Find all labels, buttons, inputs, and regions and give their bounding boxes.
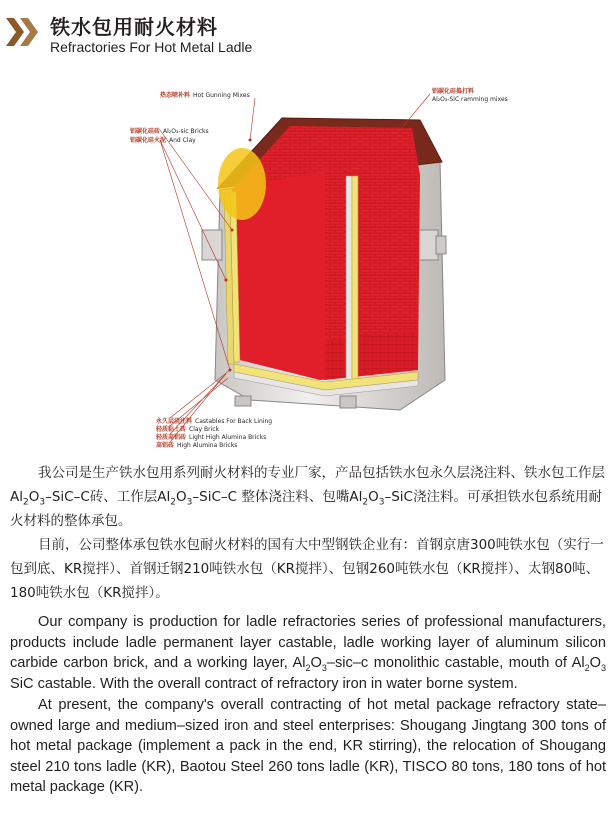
text-run: O <box>589 655 601 671</box>
label-en: Al₂O₃-SiC ramming mixes <box>432 96 508 103</box>
text-run: –SiC浇注料。可承担铁水包系统用耐火材料的整体承包。 <box>10 489 602 529</box>
double-chevron-icon <box>6 16 42 48</box>
label-bricks <box>130 128 209 136</box>
text-run: O <box>176 489 187 505</box>
label-clay-brick <box>156 426 219 434</box>
text-run: –SiC–C砖、工作层Al <box>45 489 171 505</box>
label-cn: 轻质高铝砖 <box>156 434 187 441</box>
label-en: Al₂O₃-sic Bricks <box>163 128 209 135</box>
label-en: High Alumina Bricks <box>177 442 238 449</box>
label-cn: 永久层浇注料 <box>156 418 193 425</box>
label-en: Light High Alumina Bricks <box>189 434 267 441</box>
text-run: –SiC–C 整体浇注料、包嘴Al <box>192 489 363 505</box>
text-run: O <box>368 489 379 505</box>
text-run: Our company is production for ladle refractories series of professional manufacturers, products include ladle permanent layer castable, ladle working layer of aluminum silicon carbide carbon brick, and a working layer, Al <box>10 614 606 671</box>
label-cn: 铝碳化硅火泥 <box>130 137 167 144</box>
text-run: –sic–c monolithic castable, mouth of Al <box>326 655 585 671</box>
ladle-illustration <box>100 80 520 460</box>
label-light-high-alumina <box>156 434 266 442</box>
body-english <box>10 612 606 798</box>
page-subtitle: Refractories For Hot Metal Ladle <box>50 39 253 55</box>
text-run: O <box>310 655 322 671</box>
paragraph-cn-2: 目前，公司整体承包铁水包耐火材料的国有大中型钢铁企业有：首钢京唐300吨铁水包（实行一包到底、KR搅拌）、首钢迁钢210吨铁水包（KR搅拌）、包钢260吨铁水包（KR搅拌）、太钢80吨、180吨铁水包（KR搅拌）。 <box>10 537 604 601</box>
label-cn: 铝碳化硅捣打料 <box>432 88 475 95</box>
text-run: SiC castable. With the overall contract of refractory iron in water borne system. <box>10 675 518 692</box>
label-cn: 铝碳化硅砖 <box>130 128 161 135</box>
text-run: O <box>28 489 40 505</box>
paragraph-cn-1: 我公司是生产铁水包用系列耐火材料的专业厂家，产品包括铁水包永久层浇注料、铁水包工作层$Al_2O_3-SiC-C$砖、工作层$Al_2O_3-SiC-C$ 整体浇注料、包嘴$Al_2O_3$–SiC浇注料。可承担铁水包系统用耐火材料的整体承包。 <box>10 465 605 529</box>
paragraph-en-1: Our company is production for ladle refractories series of professional manufacturers, products include ladle permanent layer castable, ladle working layer of aluminum silicon carbide carbon brick, and a working layer, $Al_2O_3-sic-c$ monolithic castable, mouth of $Al_2O_3$ SiC castable. With the overall contract of refractory iron in water borne system. <box>10 614 606 692</box>
label-cn: 轻质粘土砖 <box>156 426 187 433</box>
label-cn: 热态喷补料 <box>160 92 191 99</box>
label-cn: 高铝砖 <box>156 442 175 449</box>
paragraph-en-2: At present, the company's overall contracting of hot metal package refractory state–owned large and medium–sized iron and steel enterprises: Shougang Jingtang 300 tons of hot metal package (implement a pack in the end, KR stirring), the relocation of Shougang steel 210 tons ladle (KR), Baotou Steel 260 tons ladle (KR), TISCO 80 tons, 180 tons of hot metal package (KR). <box>10 697 606 795</box>
header <box>0 0 613 70</box>
label-high-alumina <box>156 442 237 450</box>
body-chinese <box>10 461 606 605</box>
label-en: And Clay <box>169 137 196 144</box>
label-en: Castables For Back Lining <box>195 418 273 425</box>
page-title: 铁水包用耐火材料 <box>50 15 218 39</box>
label-hot-gunning <box>160 92 250 100</box>
label-en: Clay Brick <box>189 426 220 433</box>
label-clay <box>130 137 196 145</box>
label-castable <box>156 418 272 426</box>
label-en: Hot Gunning Mixes <box>193 92 250 99</box>
label-ramming-mix <box>432 88 508 104</box>
text-run: 我公司是生产铁水包用系列耐火材料的专业厂家，产品包括铁水包永久层浇注料、铁水包工作层Al <box>10 465 605 505</box>
